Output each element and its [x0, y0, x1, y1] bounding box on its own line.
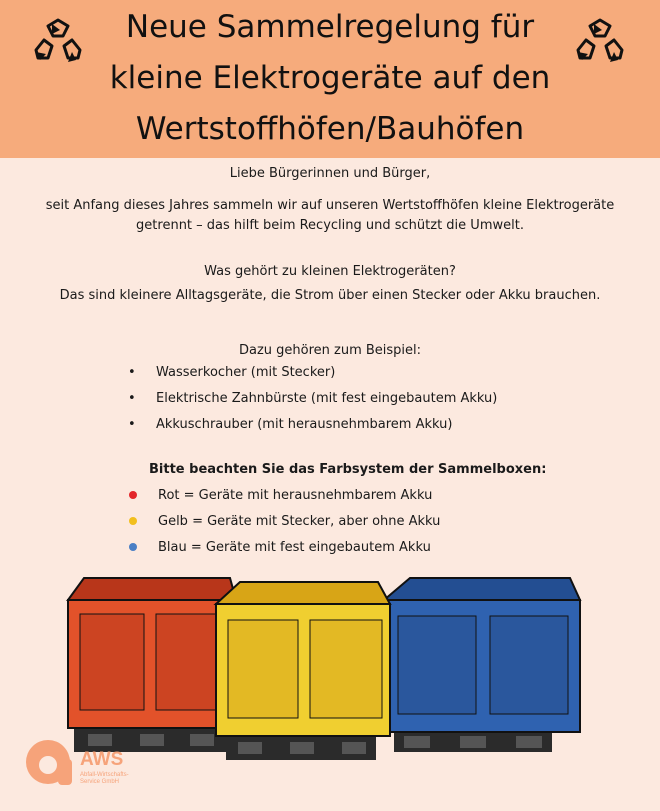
logo-name: AWS [80, 749, 124, 770]
answer: Das sind kleinere Alltagsgeräte, die Strom über einen Stecker oder Akku brauchen. [59, 288, 601, 303]
logo-subtitle-1: Abfall-Wirtschafts- [80, 772, 129, 778]
red-dot-icon [129, 491, 137, 499]
example-text: Wasserkocher (mit Stecker) [156, 365, 336, 380]
blue-crate [384, 578, 580, 752]
red-crate [68, 578, 236, 752]
header-banner [0, 0, 660, 158]
list-item [128, 360, 497, 386]
color-heading: Bitte beachten Sie das Farbsystem der Sammelboxen: [149, 462, 547, 477]
yellow-crate [216, 582, 390, 760]
title-line-2: kleine Elektrogeräte auf den [109, 60, 551, 96]
color-rule-red [149, 483, 546, 509]
bullet: • [128, 365, 136, 380]
question: Was gehört zu kleinen Elektrogeräten? [204, 264, 456, 279]
recycle-icon [30, 16, 86, 72]
bullet: • [128, 417, 136, 432]
page-title [95, 2, 565, 155]
examples-list [128, 360, 497, 438]
list-item [128, 386, 497, 412]
example-text: Elektrische Zahnbürste (mit fest eingebautem Akku) [156, 391, 498, 406]
color-rule-yellow [149, 509, 546, 535]
color-rule-text: Blau = Geräte mit fest eingebautem Akku [158, 540, 431, 555]
examples-heading: Dazu gehören zum Beispiel: [238, 343, 422, 358]
color-system [149, 457, 546, 561]
intro-line-2: getrennt – das hilft beim Recycling und schützt die Umwelt. [136, 218, 524, 233]
recycle-icon [572, 16, 628, 72]
title-line-3: Wertstoffhöfen/Bauhöfen [135, 111, 525, 147]
blue-dot-icon [129, 543, 137, 551]
color-rule-text: Rot = Geräte mit herausnehmbarem Akku [158, 488, 433, 503]
intro-text [0, 196, 660, 236]
logo-subtitle-2: Service GmbH [80, 779, 120, 785]
color-rule-text: Gelb = Geräte mit Stecker, aber ohne Akku [158, 514, 441, 529]
title-line-1: Neue Sammelregelung für [125, 9, 535, 45]
yellow-dot-icon [129, 517, 137, 525]
intro-line-1: seit Anfang dieses Jahres sammeln wir auf unseren Wertstoffhöfen kleine Elektrogeräte [45, 198, 615, 213]
aws-logo [22, 735, 152, 790]
color-rule-blue [149, 535, 546, 561]
greeting: Liebe Bürgerinnen und Bürger, [229, 166, 431, 181]
bullet: • [128, 391, 136, 406]
list-item [128, 412, 497, 438]
example-text: Akkuschrauber (mit herausnehmbarem Akku) [156, 417, 453, 432]
